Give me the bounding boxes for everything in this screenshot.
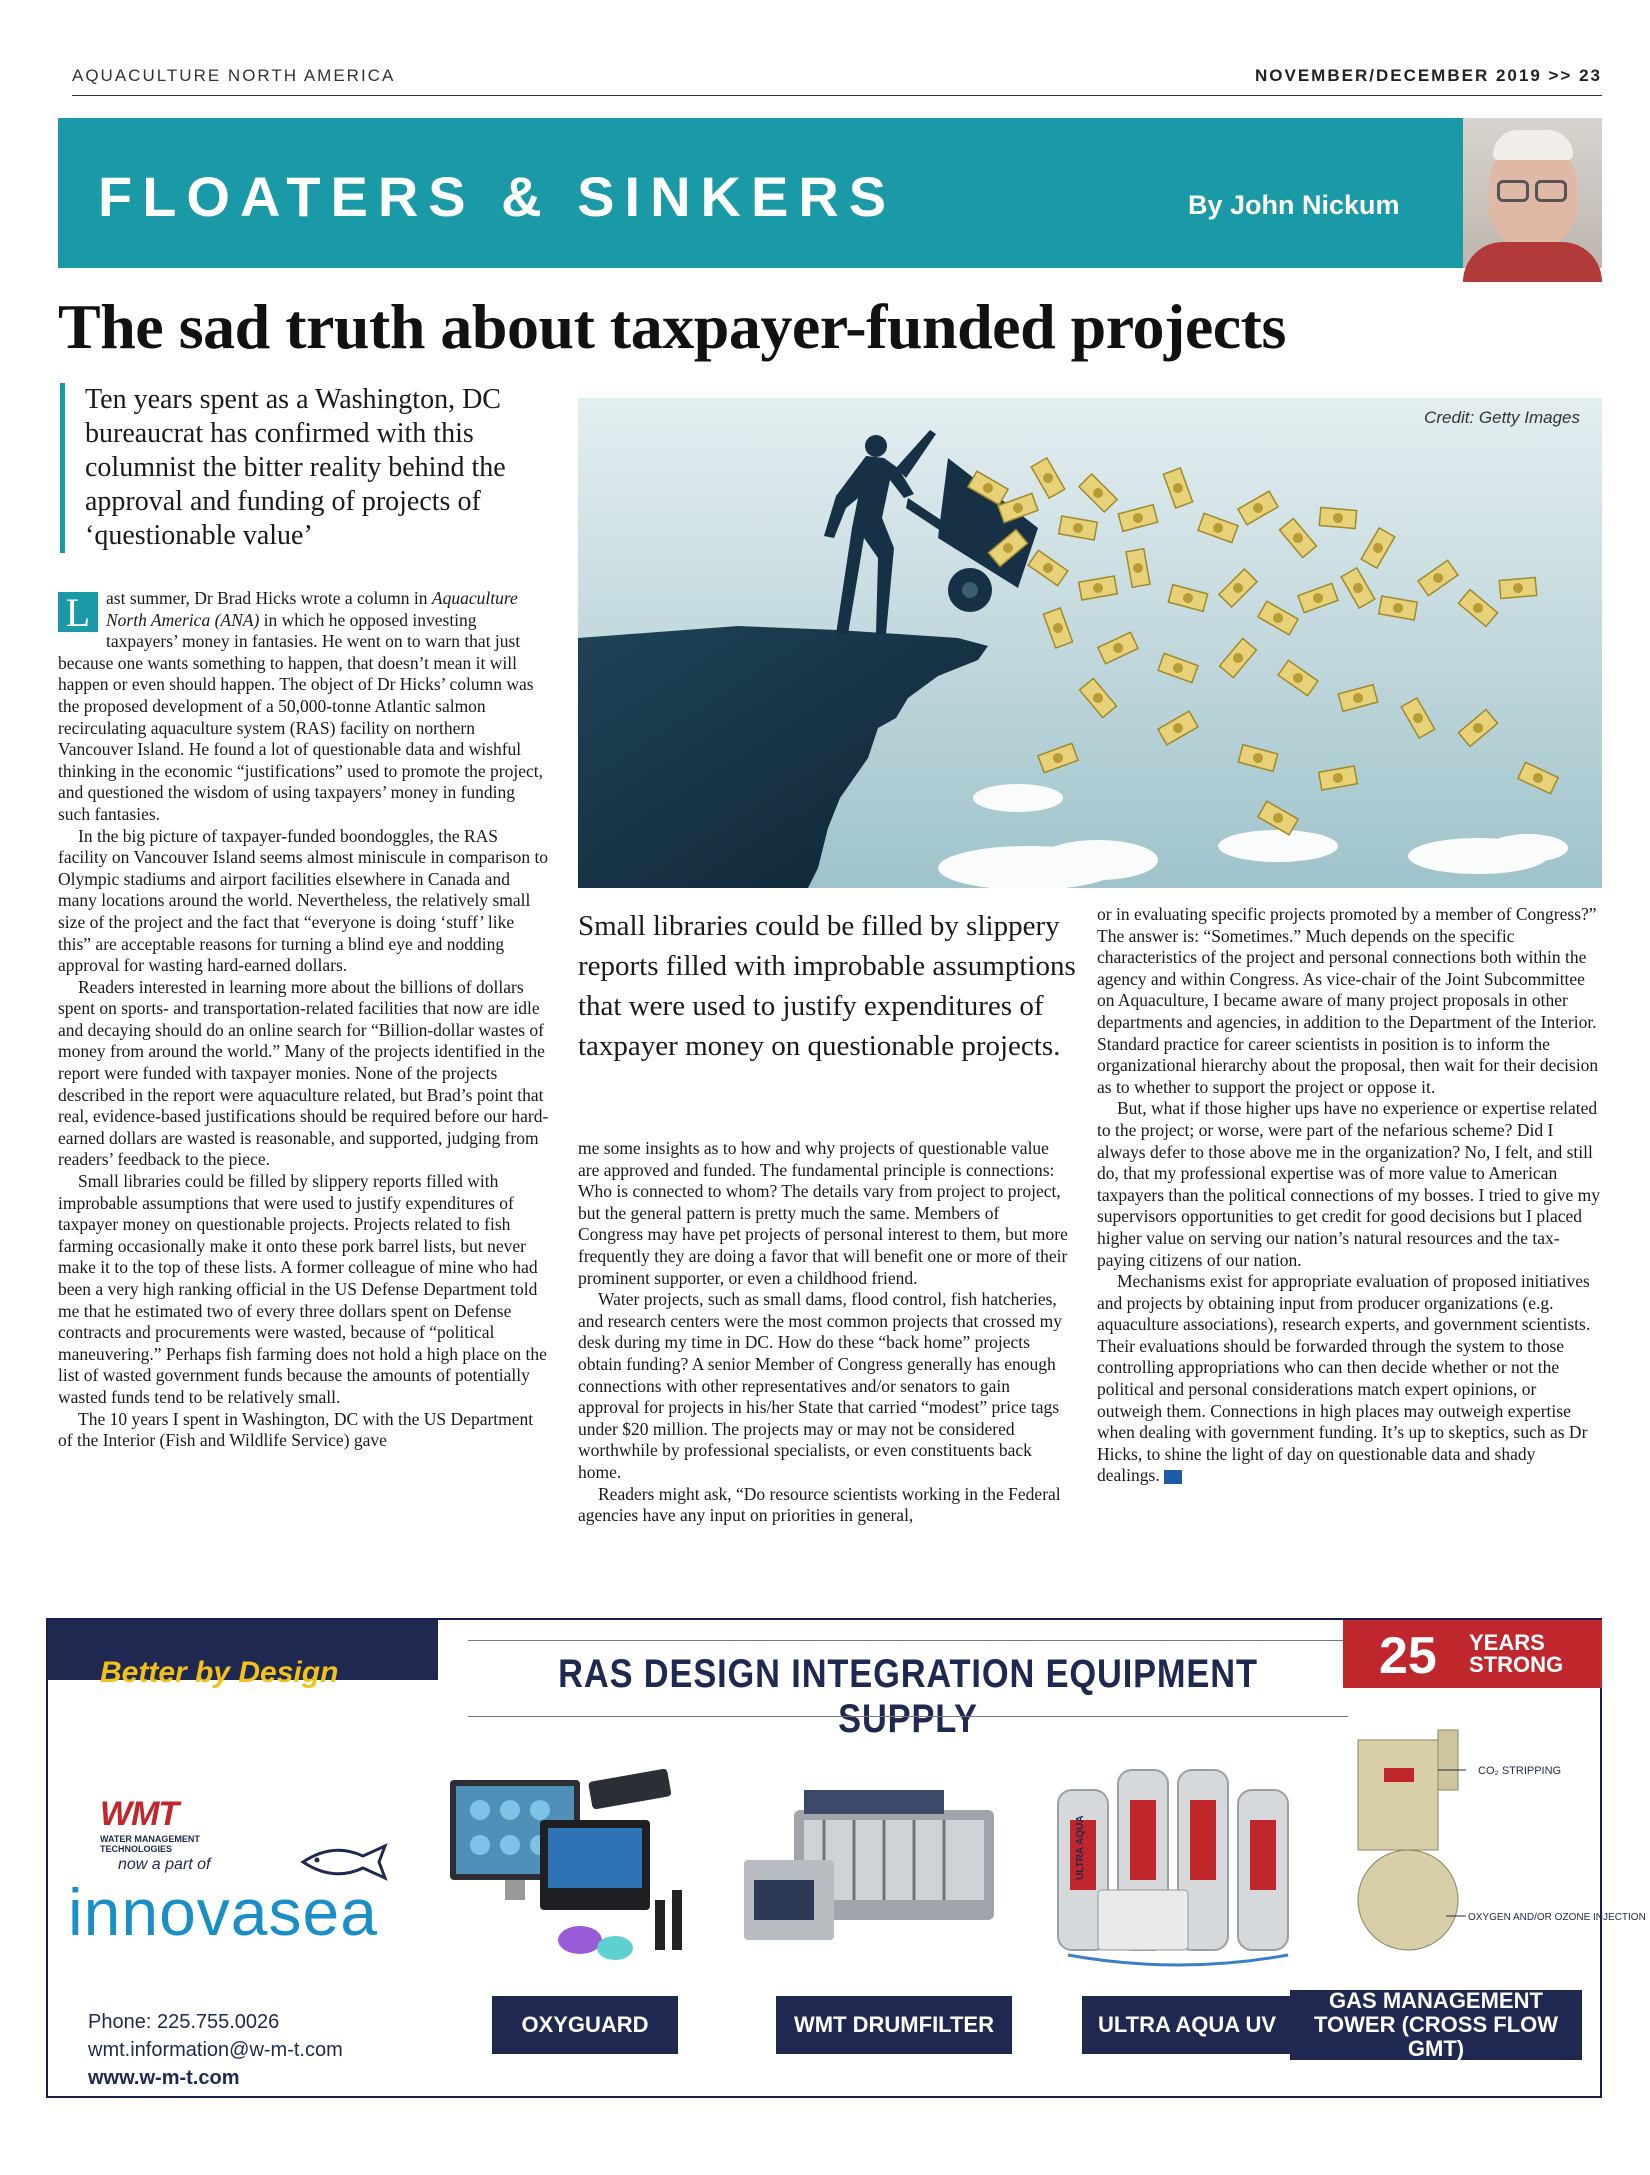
photo-credit: Credit: Getty Images — [1424, 408, 1580, 427]
column-banner — [58, 118, 1602, 268]
oxyguard-label[interactable]: OXYGUARD — [492, 1996, 678, 2054]
byline: By John Nickum — [1188, 190, 1400, 220]
innovasea-logo: innovasea — [68, 1875, 378, 1949]
pull-quote: Small libraries could be filled by slippery reports filled with improbable assumptions that were used to justify expenditures of taxpayer money on questionable projects. — [578, 910, 1076, 1062]
years-badge — [1343, 1620, 1602, 1688]
ultra-aqua-uv-label[interactable]: ULTRA AQUA UV — [1082, 1996, 1292, 2054]
gas-management-tower-label[interactable]: GAS MANAGEMENT TOWER (CROSS FLOW GMT) — [1290, 1990, 1582, 2060]
paragraph: or in evaluating specific projects promoted by a member of Congress?” The answer is: “Sometimes.” Much depends on the specific characteristics of the project and personal connections both within the agency and within Congress. As vice-chair of the Joint Subcommittee on Aquaculture, I became aware of many project proposals in other departments and agencies, in addition to the Department of the Interior. Standard practice for career scientists in position is to inform the organizational hierarchy about the proposal, then wait for their decision as to whether to support the project or oppose it. — [1097, 904, 1599, 1097]
end-mark-icon: ANA — [1164, 1470, 1182, 1484]
ad-contact — [88, 2008, 343, 2092]
drumfilter-product-image — [734, 1750, 1014, 1970]
paragraph: In the big picture of taxpayer-funded boondoggles, the RAS facility on Vancouver Island seems almost miniscule in comparison to Olympic stadiums and airport facilities elsewhere in Canada and many locations around the world. Nevertheless, the relatively small size of the project and the fact that “everyone is doing ‘stuff’ like this” are acceptable reasons for turning a blind eye and nodding approval for wasting hard-earned dollars. — [58, 825, 549, 976]
tower-note-oxygen: OXYGEN AND/OR OZONE INJECTION — [1468, 1912, 1646, 1923]
paragraph: Readers interested in learning more about the billions of dollars spent on sports- and transportation-related facilities that now are idle and decaying should do an online search for “Billion-dollar wastes of money from around the world.” Many of the projects identified in the report were funded with taxpayer monies. None of the projects described in the report were aquaculture related, but Brad’s point that real, evidence-based justifications should be required before our hard-earned dollars are wasted is reasonable, and supported, judging from readers’ feedback to the piece. — [58, 976, 549, 1170]
paragraph: L ast summer, Dr Brad Hicks wrote a column in Aquaculture North America (ANA) in which he opposed investing taxpayers’ money in fantasies. He went on to warn that just because one wants something to happen, that doesn’t mean it will happen or even should happen. The object of Dr Hicks’ column was the proposed development of a 50,000-tonne Atlantic salmon recirculating aquaculture system (RAS) facility on northern Vancouver Island. He found a lot of questionable data and wishful thinking in the economic “justifications” used to promote the project, and questioned the wisdom of using taxpayers’ money in funding such fantasies. — [58, 588, 544, 824]
paragraph: But, what if those higher ups have no experience or expertise related to the project; or worse, were part of the nefarious scheme? Did I always defer to those above me in the organization? No, I felt, and still do, that my professional expertise was of more value to American taxpayers than the political connections of my bosses. I tried to give my supervisors opportunities to get credit for good decisions but I placed higher value on serving our nation’s natural resources and the tax-paying citizens of our nation. — [1097, 1098, 1601, 1270]
author-photo — [1463, 118, 1602, 268]
paragraph: Water projects, such as small dams, flood control, fish hatcheries, and research centers were the most common projects that crossed my desk during my time in DC. How do these “back home” projects obtain funding? A senior Member of Congress generally has enough connections with other representatives and/or senators to gain approval for projects in his/her State that carried “modest” price tags under $20 million. The projects may or may not be considered worthwhile by professional specialists, or even constituents back home. — [578, 1289, 1062, 1482]
gas-management-tower-image — [1318, 1720, 1646, 1980]
years-number: 25 — [1379, 1627, 1437, 1685]
paragraph: Mechanisms exist for appropriate evaluation of proposed initiatives and projects by obtaining input from producer organizations (e.g. aquaculture associations), research experts, and government scientists. Their evaluations should be forwarded through the system to those controlling appropriations who can then decide whether or not the political and personal considerations match expert opinions, or outweigh them. Connections in high places may outweigh expertise when dealing with government funding. It’s up to skeptics, such as Dr Hicks, to shine the light of day on questionable data and shady dealings. ANA — [1097, 1271, 1591, 1486]
oxyguard-product-image — [440, 1750, 720, 1970]
divider — [468, 1640, 1348, 1641]
deck: Ten years spent as a Washington, DC bureaucrat has confirmed with this columnist the bitter reality behind the approval and funding of projects of ‘questionable value’ — [60, 383, 550, 553]
running-head — [72, 62, 1602, 96]
paragraph: Readers might ask, “Do resource scientists working in the Federal agencies have any input on priorities in general, — [578, 1483, 1061, 1526]
column-title: FLOATERS & SINKERS — [98, 165, 897, 228]
website-link[interactable]: www.w-m-t.com — [88, 2067, 240, 2089]
ad-tagline: Better by Design — [100, 1656, 339, 1689]
publication-name: AQUACULTURE NORTH AMERICA — [72, 66, 396, 85]
issue-page-number: NOVEMBER/DECEMBER 2019 >> 23 — [1255, 66, 1602, 85]
tower-note-co2: CO₂ STRIPPING — [1478, 1765, 1562, 1777]
uv-brand-label: ULTRA AQUA — [1075, 1815, 1086, 1880]
paragraph: The 10 years I spent in Washington, DC with the US Department of the Interior (Fish and Wildlife Service) gave — [58, 1408, 534, 1451]
email-link[interactable]: wmt.information@w-m-t.com — [88, 2039, 343, 2061]
wmt-logo: WMT WATER MANAGEMENT TECHNOLOGIES — [100, 1795, 200, 1854]
advertisement[interactable] — [46, 1618, 1646, 2098]
ultra-aqua-uv-product-image — [1038, 1750, 1318, 1970]
years-text: YEARS STRONG — [1469, 1630, 1564, 1677]
wheelbarrow-cliff-illustration — [578, 398, 1602, 888]
headline: The sad truth about taxpayer-funded projects — [58, 291, 1286, 362]
article-column-3 — [1097, 904, 1602, 1487]
paragraph: me some insights as to how and why projects of questionable value are approved and funded. The fundamental principle is connections: Who is connected to whom? The details vary from project to project, but the general pattern is pretty much the same. Members of Congress may have pet projects of personal interest to them, but more frequently they are doing a favor that will benefit one or more of their prominent supporter, or even a childhood friend. — [578, 1138, 1068, 1288]
drumfilter-label[interactable]: WMT DRUMFILTER — [776, 1996, 1012, 2054]
drop-cap: L — [58, 592, 98, 632]
paragraph: Small libraries could be filled by slippery reports filled with improbable assumptions that were used to justify expenditures of taxpayer money on questionable projects. Projects related to fish farming occasionally make it onto these pork barrel lists, but never make it to the top of these lists. A former colleague of mine who had been a very high ranking official in the US Defense Department told me that he estimated two of every three dollars spent on Defense contracts and procurements were wasted, because of “political maneuvering.” Perhaps fish farming does not hold a high place on the list of wasted government funds because the amounts of potentially wasted funds tend to be relatively small. — [58, 1171, 547, 1407]
article-column-2 — [578, 1138, 1068, 1527]
divider — [468, 1716, 1348, 1717]
ad-services: RAS DESIGN INTEGRATION EQUIPMENT SUPPLY — [558, 1652, 1258, 1741]
article-column-1 — [58, 588, 550, 1452]
part-of-text: now a part of — [118, 1856, 211, 1873]
phone: Phone: 225.755.0026 — [88, 2011, 280, 2033]
feature-photo — [578, 398, 1602, 888]
publication-title: Aquaculture North America (ANA) — [106, 588, 518, 630]
